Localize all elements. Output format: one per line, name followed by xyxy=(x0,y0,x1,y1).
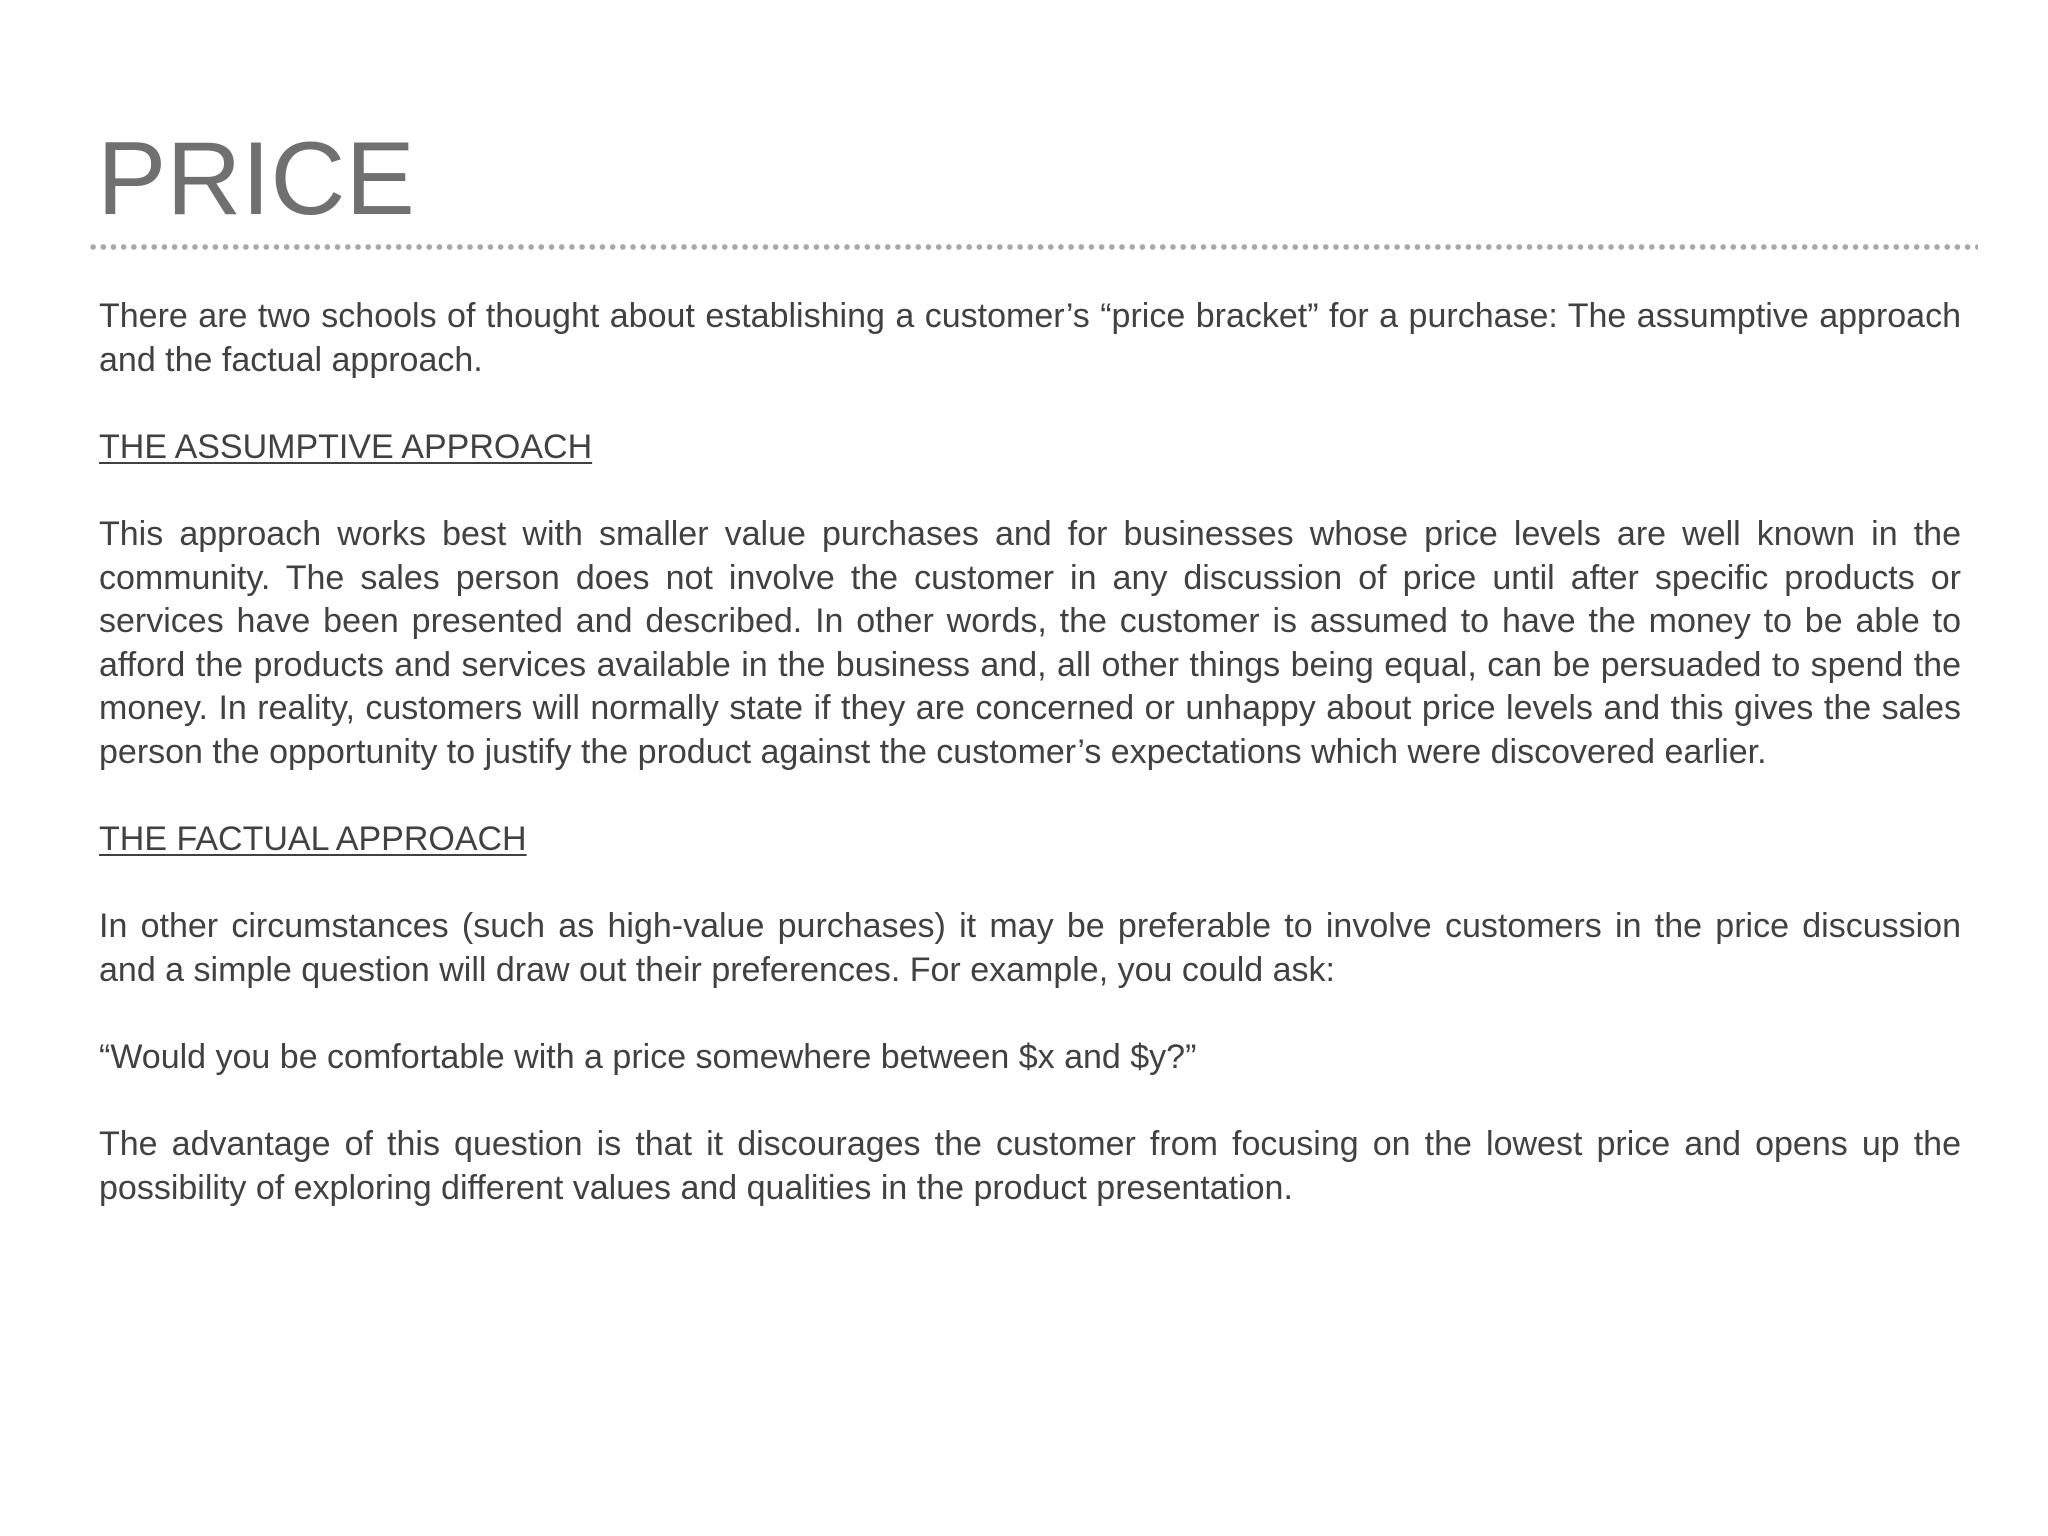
factual-approach-heading: THE FACTUAL APPROACH xyxy=(99,820,527,859)
body-content xyxy=(99,295,1961,1210)
advantage-paragraph: The advantage of this question is that it discourages the customer from focusing on the lowest price and opens up the possibility of exploring different values and qualities in the product presentation. xyxy=(99,1125,1961,1207)
assumptive-approach-paragraph: This approach works best with smaller value purchases and for businesses whose price levels are well known in the community. The sales person does not involve the customer in any discussion of price until after specific products or services have been presented and described. In other words, the customer is assumed to have the money to be able to afford the products and services available in the business and, all other things being equal, can be persuaded to spend the money. In reality, customers will normally state if they are concerned or unhappy about price levels and this gives the sales person the opportunity to justify the product against the customer’s expectations which were discovered earlier. xyxy=(99,514,1961,771)
assumptive-approach-heading: THE ASSUMPTIVE APPROACH xyxy=(99,427,593,466)
intro-paragraph: There are two schools of thought about establishing a customer’s “price bracket” for a purchase: The assumptive approach and the factual approach. xyxy=(99,297,1961,379)
page-title: PRICE xyxy=(97,121,415,237)
dotted-divider xyxy=(88,244,1978,250)
factual-approach-paragraph: In other circumstances (such as high-value purchases) it may be preferable to involve customers in the price discussion and a simple question will draw out their preferences. For example, you could ask: xyxy=(99,907,1961,989)
example-question: “Would you be comfortable with a price somewhere between $x and $y?” xyxy=(99,1038,1197,1077)
